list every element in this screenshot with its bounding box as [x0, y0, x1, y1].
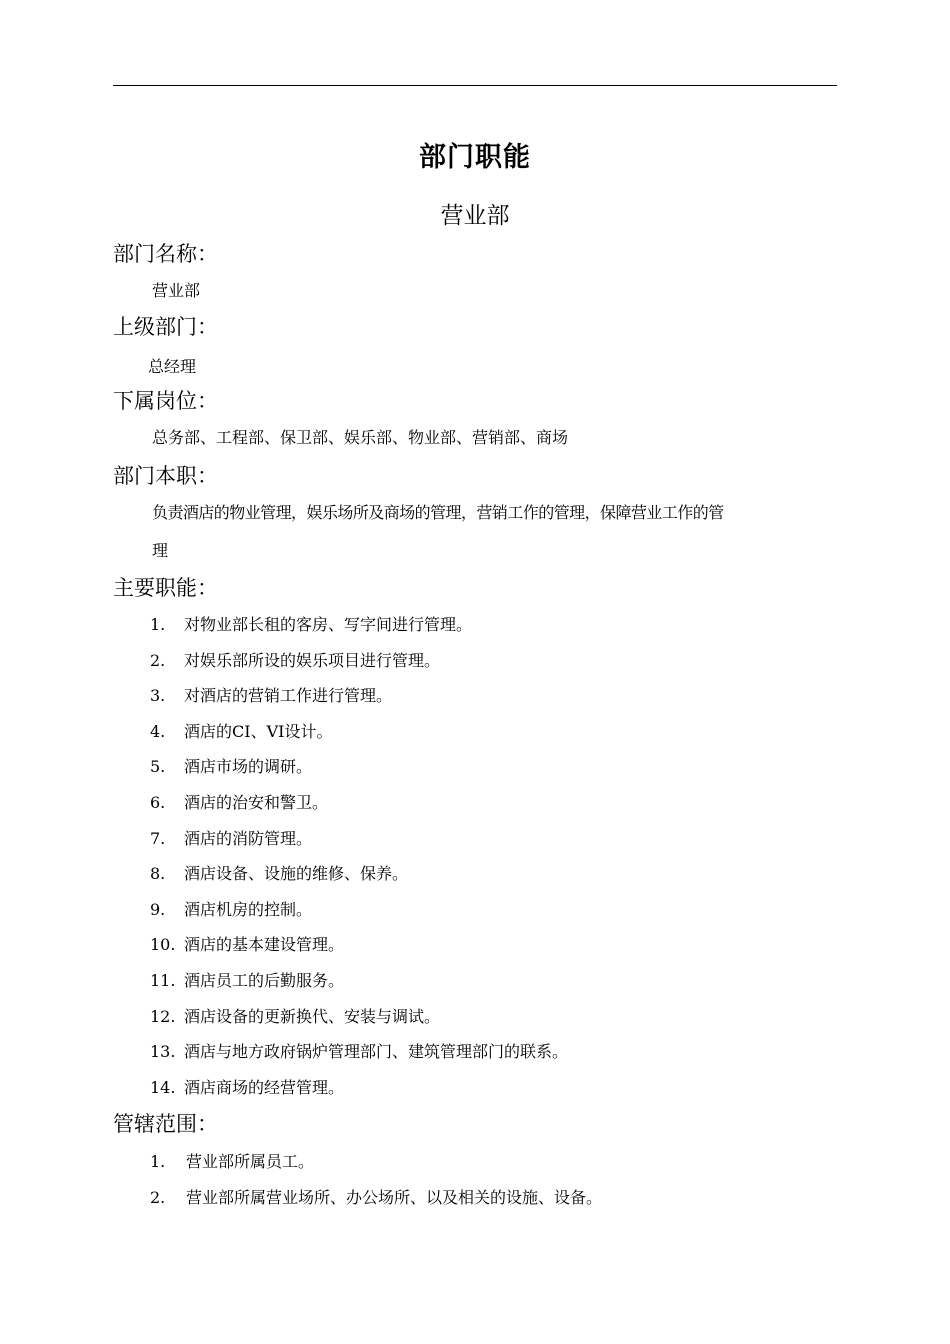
list-item-number: 5.: [150, 757, 166, 777]
list-item-text: 酒店与地方政府锅炉管理部门、建筑管理部门的联系。: [184, 1042, 569, 1062]
list-item: [150, 614, 472, 636]
list-item: [150, 1151, 314, 1173]
list-item: [150, 685, 392, 707]
list-item: [150, 756, 312, 778]
list-item: [150, 792, 328, 814]
section-heading-name: 部门名称：: [113, 242, 218, 266]
list-item-text: 营业部所属员工。: [186, 1152, 315, 1171]
list-item-text: 酒店的消防管理。: [184, 828, 313, 848]
list-item-text: 酒店市场的调研。: [184, 757, 313, 777]
list-item-text: 酒店设备的更新换代、安装与调试。: [184, 1006, 441, 1026]
list-item-number: 6.: [150, 793, 166, 812]
section-heading-scope: 管辖范围：: [113, 1112, 218, 1136]
list-item-number: 2.: [150, 1188, 166, 1207]
list-item-number: 9.: [150, 899, 166, 919]
list-item: [150, 899, 312, 921]
section-heading-subordinates: 下属岗位：: [113, 389, 218, 413]
section-heading-responsibility: 部门本职：: [113, 464, 218, 488]
list-item: [150, 721, 332, 743]
list-item-text: 对娱乐部所设的娱乐项目进行管理。: [184, 650, 441, 670]
list-item-number: 13.: [150, 1042, 176, 1062]
list-item-number: 7.: [150, 828, 166, 848]
list-item-number: 1.: [150, 615, 166, 634]
list-item-text: 对物业部长租的客房、写字间进行管理。: [184, 615, 473, 634]
list-item-number: 3.: [150, 686, 166, 706]
list-item: [150, 1187, 602, 1209]
page-title: 部门职能: [419, 142, 531, 173]
list-item-text: 酒店的CI、VI设计。: [184, 721, 333, 741]
list-item-number: 8.: [150, 864, 166, 884]
responsibility-line-2: 理: [152, 541, 169, 560]
list-item-number: 11.: [150, 971, 176, 990]
list-item-text: 酒店员工的后勤服务。: [184, 971, 345, 990]
list-item: [150, 828, 312, 850]
list-item-text: 酒店的基本建设管理。: [184, 935, 345, 955]
list-item-number: 12.: [150, 1006, 176, 1026]
list-item-number: 14.: [150, 1077, 176, 1097]
section-heading-duties: 主要职能：: [113, 576, 218, 600]
list-item-text: 酒店机房的控制。: [184, 899, 313, 919]
list-item: [150, 1041, 568, 1063]
header-rule: [113, 85, 837, 86]
list-item-number: 4.: [150, 721, 166, 741]
list-item-text: 对酒店的营销工作进行管理。: [184, 686, 393, 706]
department-title: 营业部: [440, 203, 510, 229]
list-item-text: 营业部所属营业场所、办公场所、以及相关的设施、设备。: [186, 1188, 603, 1207]
section-heading-superior: 上级部门：: [113, 315, 218, 339]
subordinates-value: 总务部、工程部、保卫部、娱乐部、物业部、营销部、商场: [152, 428, 569, 447]
list-item-text: 酒店的治安和警卫。: [184, 793, 329, 812]
list-item: [150, 1006, 440, 1028]
list-item: [150, 650, 440, 672]
list-item: [150, 1077, 344, 1099]
responsibility-line-1: 负责酒店的物业管理，娱乐场所及商场的管理，营销工作的管理，保障营业工作的管: [152, 503, 724, 522]
list-item-text: 酒店商场的经营管理。: [184, 1077, 345, 1097]
list-item: [150, 863, 408, 885]
superior-value: 总经理: [148, 357, 197, 376]
list-item: [150, 970, 344, 992]
list-item-number: 2.: [150, 650, 166, 670]
list-item-text: 酒店设备、设施的维修、保养。: [184, 864, 409, 884]
department-name-value: 营业部: [152, 281, 201, 300]
list-item-number: 10.: [150, 935, 176, 955]
list-item-number: 1.: [150, 1152, 166, 1171]
list-item: [150, 934, 344, 956]
